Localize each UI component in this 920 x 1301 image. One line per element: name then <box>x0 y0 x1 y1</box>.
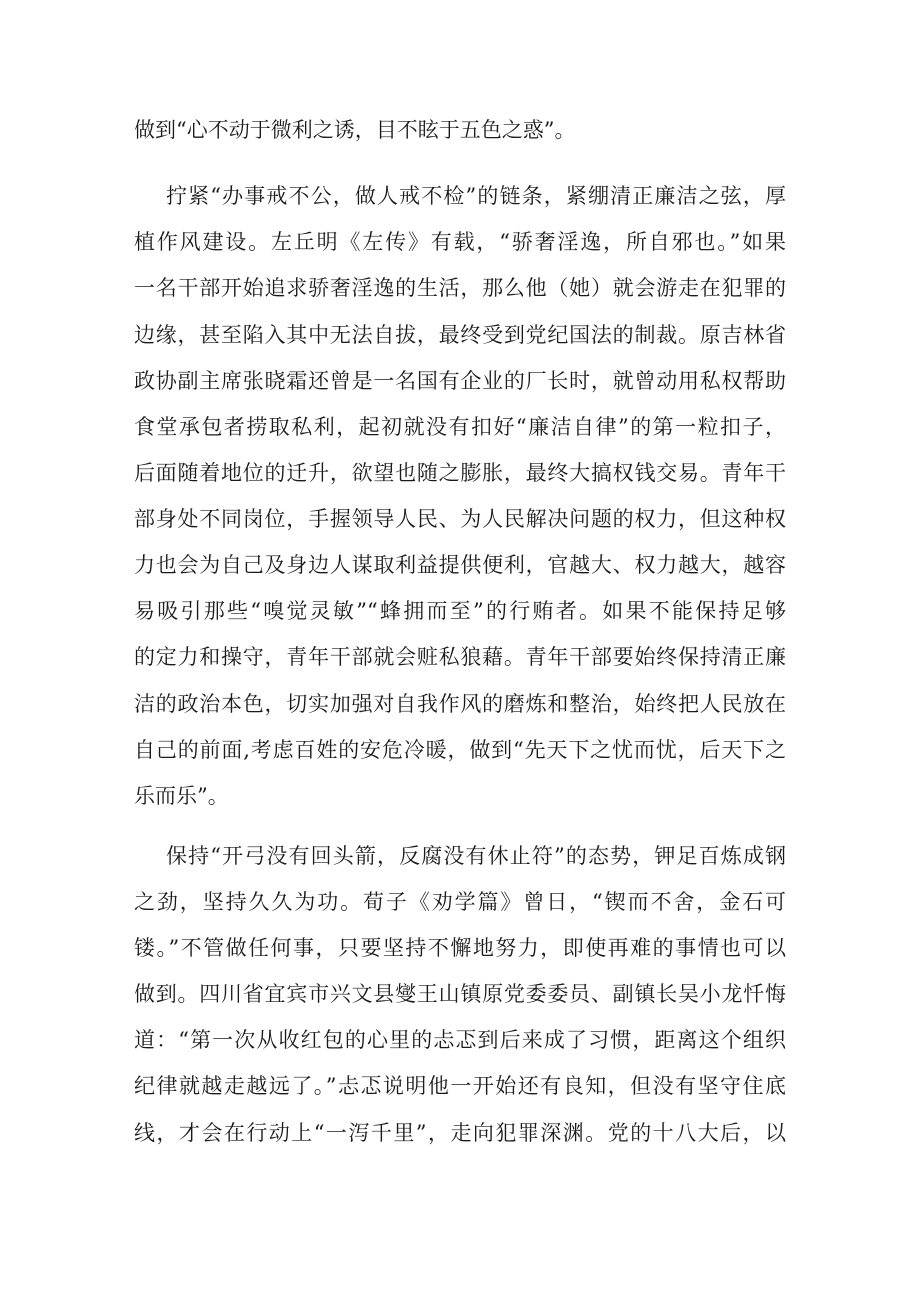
text-line: 力也会为自己及身边人谋取利益提供便利，官越大、权力越大，越容 <box>134 553 786 577</box>
text-line: 做到。四川省宜宾市兴文县燮王山镇原党委委员、副镇长吴小龙忏悔 <box>134 982 786 1006</box>
text-line: 一名干部开始追求骄奢淫逸的生活，那么他（她）就会游走在犯罪的 <box>134 276 786 300</box>
text-line: 乐而乐”。 <box>134 784 229 808</box>
paragraph-first-line: 拧紧“办事戒不公，做人戒不检”的链条，紧绷清正廉洁之弦，厚 <box>166 184 786 208</box>
text-line: 线，才会在行动上“一泻千里”，走向犯罪深渊。党的十八大后，以 <box>134 1121 786 1145</box>
text-line: 纪律就越走越远了。”忐忑说明他一开始还有良知，但没有坚守住底 <box>134 1074 786 1098</box>
text-line: 镂。”不管做任何事，只要坚持不懈地努力，即使再难的事情也可以 <box>134 936 786 960</box>
text-line: 的定力和操守，青年干部就会赃私狼藉。青年干部要始终保持清正廉 <box>134 645 786 669</box>
text-line: 道：“第一次从收红包的心里的忐忑到后来成了习惯，距离这个组织 <box>134 1028 786 1052</box>
text-line: 做到“心不动于微利之诱，目不眩于五色之惑”。 <box>134 118 576 142</box>
text-line: 植作风建设。左丘明《左传》有载，“骄奢淫逸，所自邪也。”如果 <box>134 230 786 254</box>
text-line: 后面随着地位的迁升，欲望也随之膨胀，最终大搞权钱交易。青年干 <box>134 461 786 485</box>
text-line: 自己的前面,考虑百姓的安危冷暖，做到“先天下之忧而忧，后天下之 <box>134 738 786 762</box>
text-line: 政协副主席张晓霜还曾是一名国有企业的厂长时，就曾动用私权帮助 <box>134 369 786 393</box>
text-line: 食堂承包者捞取私利，起初就没有扣好“廉洁自律”的第一粒扣子， <box>134 415 786 439</box>
paragraph-first-line: 保持“开弓没有回头箭，反腐没有休止符”的态势，钾足百炼成钢 <box>166 844 786 868</box>
text-line: 部身处不同岗位，手握领导人民、为人民解决问题的权力，但这种权 <box>134 507 786 531</box>
text-line: 之劲，坚持久久为功。荀子《劝学篇》曾日，“锲而不舍，金石可 <box>134 890 786 914</box>
text-line: 易吸引那些“嗅觉灵敏”“蜂拥而至”的行贿者。如果不能保持足够 <box>134 599 786 623</box>
text-line: 边缘，甚至陷入其中无法自拔，最终受到党纪国法的制裁。原吉林省 <box>134 323 786 347</box>
text-line: 洁的政治本色，切实加强对自我作风的磨炼和整治，始终把人民放在 <box>134 692 786 716</box>
